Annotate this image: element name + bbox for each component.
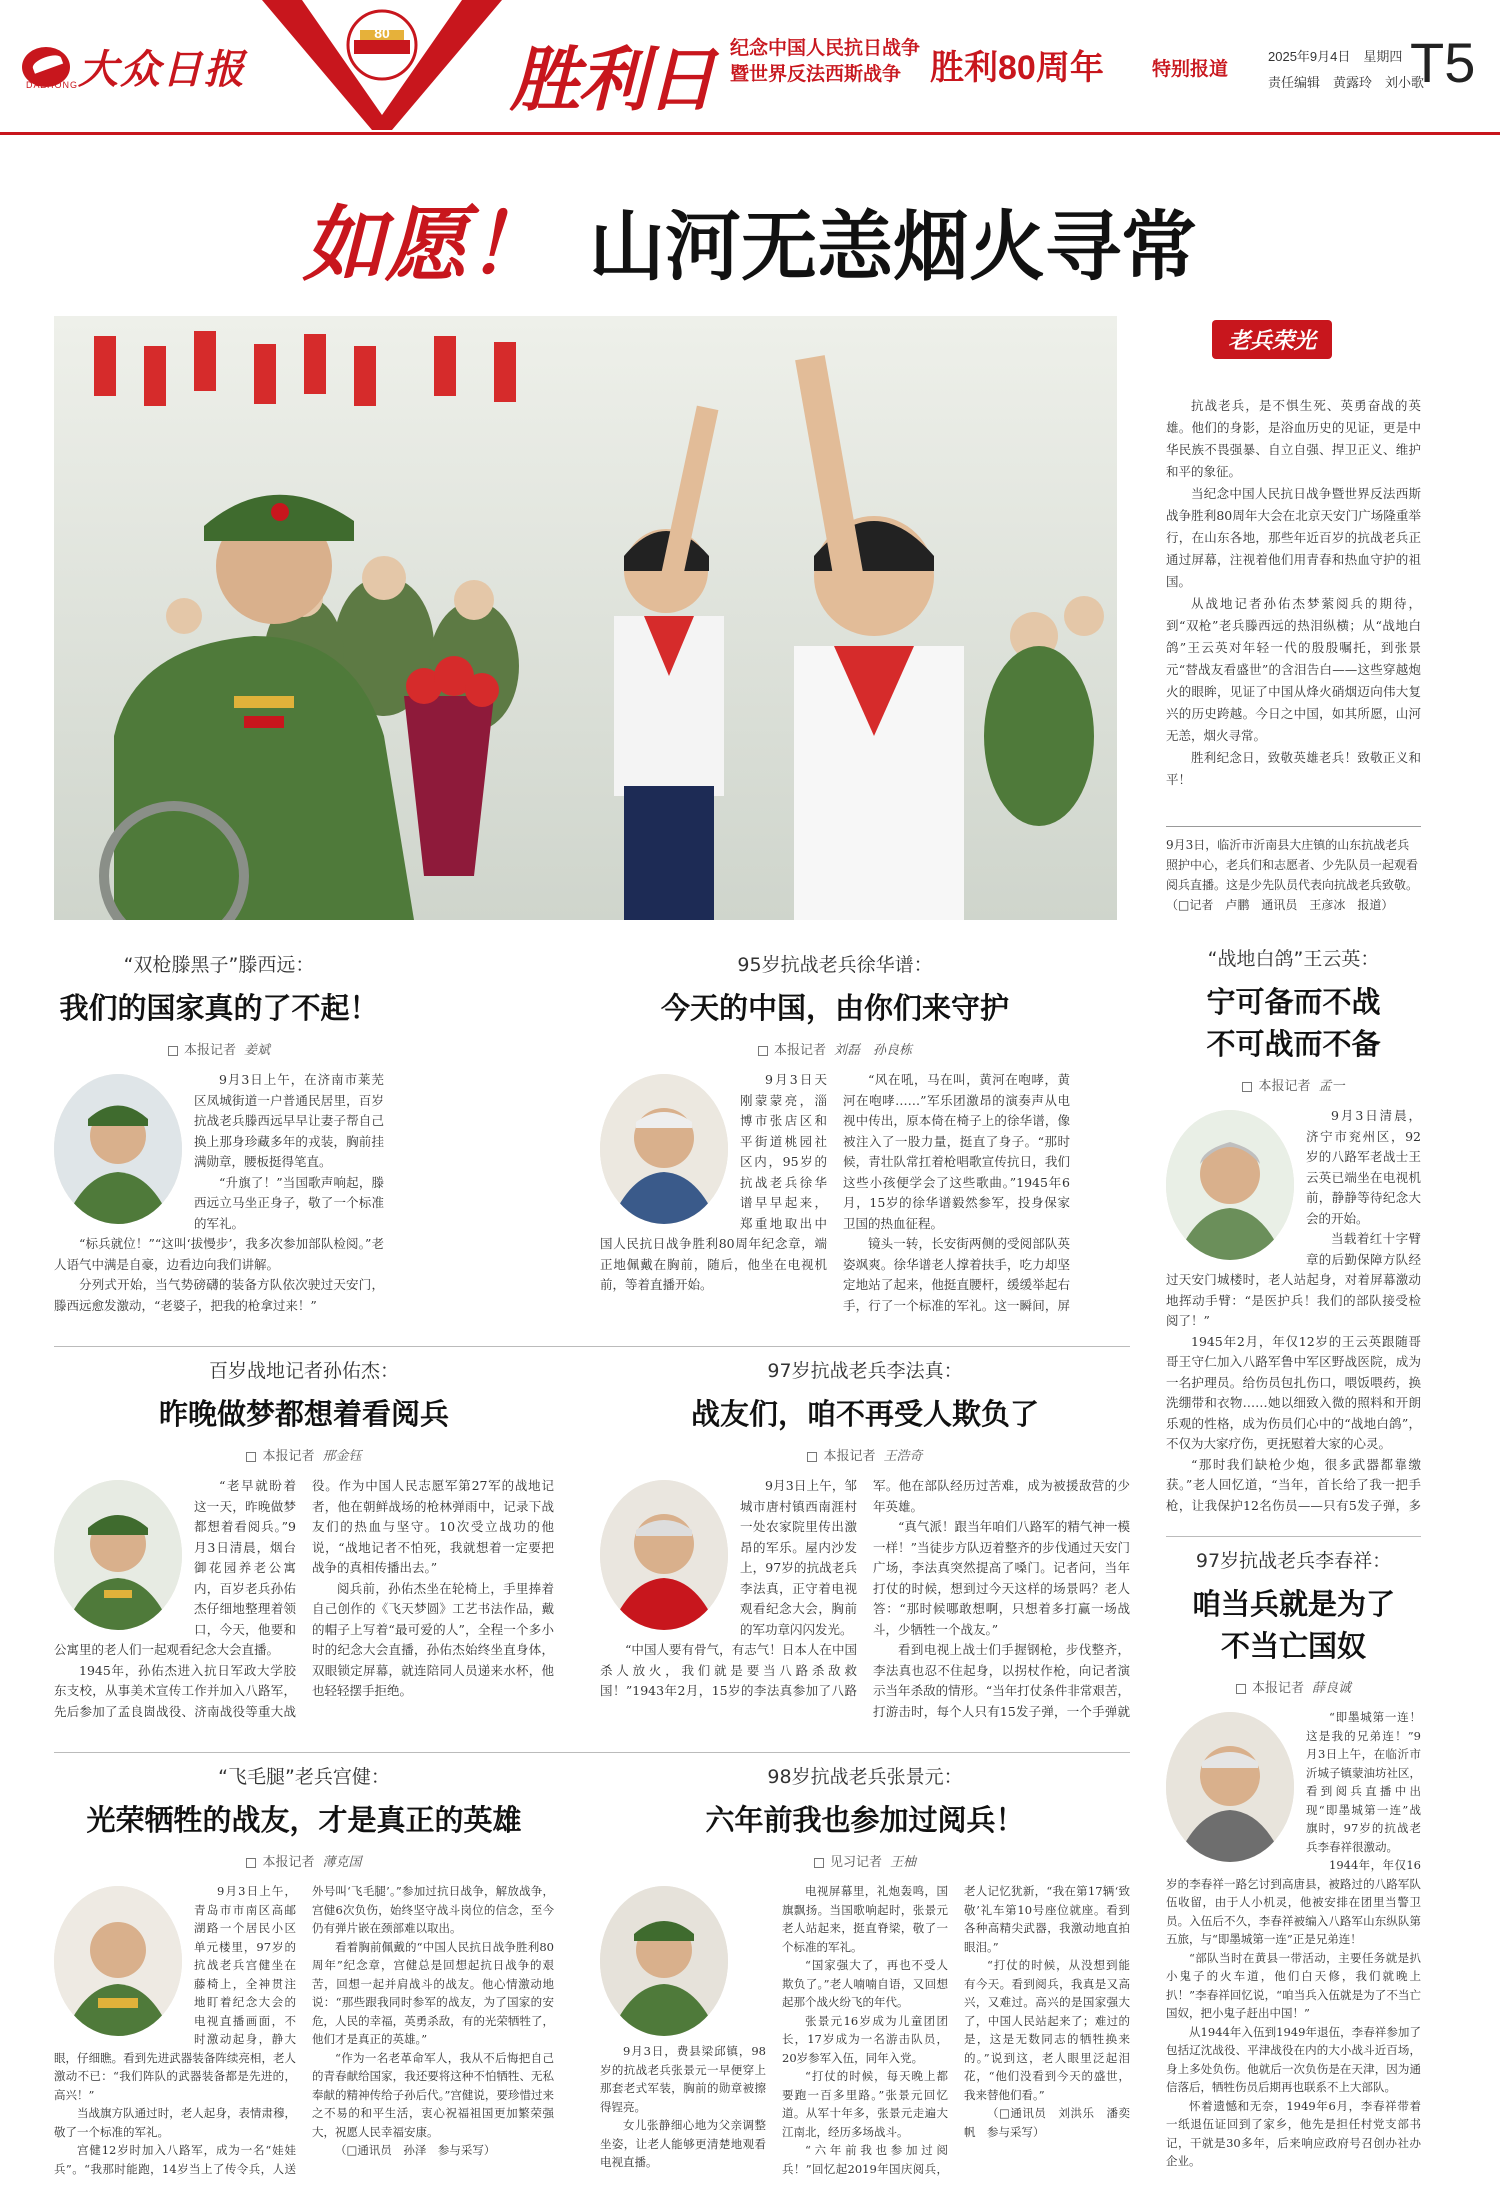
headline-red: 如愿！ bbox=[303, 197, 549, 293]
portrait-illustration bbox=[600, 1074, 728, 1224]
veteran-portrait[interactable] bbox=[600, 1074, 728, 1224]
veteran-portrait[interactable] bbox=[600, 1886, 728, 2036]
paragraph: 1945年，孙佑杰进入抗日军政大学胶东支校，从事美术宣传工作并加入八路军，先后参加了孟良崮战役、济南战役等重大战役。作为中国人民志愿军第27军的战地记者，他在朝鲜战场的枪林弹雨中，记录下战友们的热血与坚守。10次受立战功的他说，“战地记者不怕死，我就想着一定要把战争的真相传播出去。” bbox=[54, 1478, 554, 1719]
paragraph: “打仗的时候，从没想到能有今天。看到阅兵，我真是又高兴，又难过。高兴的是国家强大了，中国人民站起来了；难过的是，这是无数同志的牺牲换来的。”说到这，老人眼里泛起泪花，“他们没看到今天的盛世，我来替他们看。” bbox=[964, 1958, 1130, 2102]
paragraph: 电视屏幕里，礼炮轰鸣，国旗飘扬。当国歌响起时，张景元老人站起来，挺直脊梁，敬了一个标准的军礼。 bbox=[782, 1884, 948, 1954]
byline-label: 本报记者 bbox=[262, 1855, 315, 1870]
byline-label: 见习记者 bbox=[829, 1855, 882, 1870]
article-body bbox=[1166, 1106, 1421, 1526]
article-sun-youjie bbox=[54, 1356, 554, 1742]
paragraph: 张景元16岁成为儿童团团长，17岁成为一名游击队员，20岁参军入伍，同年入党。 bbox=[782, 2013, 948, 2065]
byline-box-icon bbox=[807, 1452, 817, 1462]
article-title: 光荣牺牲的战友，才是真正的英雄 bbox=[86, 1803, 522, 1837]
row-divider bbox=[1166, 1536, 1421, 1537]
article-li-chunxiang bbox=[1166, 1546, 1421, 2180]
sidebar-paragraph: 从战地记者孙佑杰梦萦阅兵的期待，到“双枪”老兵滕西远的热泪纵横；从“战地白鸽”王云英对年轻一代的殷殷嘱托，到张景元“替战友看盛世”的含泪告白——这些穿越炮火的眼眸，见证了中国从烽火硝烟迈向伟大复兴的历史跨越。今日之中国，如其所愿，山河无恙，烟火寻常。 bbox=[1166, 596, 1421, 743]
byline-label: 本报记者 bbox=[823, 1449, 876, 1464]
veteran-portrait[interactable] bbox=[600, 1480, 728, 1630]
paragraph: 看到电视上战士们手握钢枪，步伐整齐，李法真也忍不住起身，以拐杖作枪，向记者演示当年杀敌的情形。“当年打仗条件非常艰苦，打游击时，每个人只有15发子弹，一个手弹就 bbox=[873, 1642, 1130, 1719]
article-body bbox=[54, 1476, 554, 1742]
byline-name: 邢金钰 bbox=[322, 1449, 362, 1464]
article-byline bbox=[54, 1851, 554, 1870]
article-byline bbox=[54, 1445, 554, 1464]
byline-label: 本报记者 bbox=[1251, 1681, 1304, 1696]
portrait-illustration bbox=[600, 1480, 728, 1630]
byline-name: 姜斌 bbox=[244, 1043, 271, 1058]
byline-name: 王柚 bbox=[890, 1855, 917, 1870]
veteran-portrait[interactable] bbox=[54, 1886, 182, 2036]
veteran-portrait[interactable] bbox=[1166, 1712, 1294, 1862]
portrait-illustration bbox=[1166, 1712, 1294, 1862]
paragraph: “打仗的时候，每天晚上都要跑一百多里路。”张景元回忆道。从军十年多，张景元走遍大江南北，经历多场战斗。 bbox=[782, 2069, 948, 2139]
paragraph: 9月3日上午，在济南市莱芜区凤城街道一户普通民居里，百岁抗战老兵滕西远早早让妻子帮自己换上那身珍藏多年的戎装，胸前挂满勋章，腰板挺得笔直。 bbox=[194, 1072, 384, 1169]
paragraph: 分列式开始，当气势磅礴的装备方队依次驶过天安门，滕西远愈发激动，“老婆子，把我的枪拿过来！” bbox=[54, 1277, 384, 1313]
article-xu-huapu bbox=[600, 950, 1070, 1336]
paragraph: 阅兵前，孙佑杰坐在轮椅上，手里捧着自己创作的《飞天梦圆》工艺书法作品，戴的帽子上写着“最可爱的人”，全程一个多小时的纪念大会直播，孙佑杰始终坐直身体，双眼锁定屏幕，就连陪同人员递来水杯，他也轻轻摆手拒绝。 bbox=[312, 1580, 554, 1698]
byline-name: 薄克国 bbox=[322, 1855, 362, 1870]
article-body bbox=[600, 1476, 1130, 1742]
row-divider bbox=[54, 1346, 1130, 1347]
article-body bbox=[600, 1882, 1130, 2180]
special-report-label: 特别报道 bbox=[1152, 59, 1229, 80]
row-divider bbox=[54, 1752, 1130, 1753]
article-byline bbox=[600, 1039, 1070, 1058]
portrait-illustration bbox=[54, 1886, 182, 2036]
paragraph: 看着胸前佩戴的“中国人民抗日战争胜利80周年”纪念章，宫健总是回想起抗日战争的艰苦，回想一起并肩战斗的战友。他心情激动地说：“那些跟我同时参军的战友，为了国家的安危，人民的幸福，英勇杀敌，有的光荣牺牲了，他们才是真正的英雄。” bbox=[312, 1939, 554, 2046]
article-credit: （□通讯员 刘洪乐 潘奕帆 参与采写） bbox=[964, 2106, 1130, 2139]
veteran-portrait[interactable] bbox=[54, 1074, 182, 1224]
paragraph: 9月3日天刚蒙蒙亮，淄博市张店区和平街道桃园社区内，95岁的抗战老兵徐华谱早早起来，郑重地取出中国人民抗日战争胜利80周年纪念章，端正地佩戴在胸前，随后，他坐在电视机前，等着直播开始。 bbox=[600, 1072, 827, 1292]
byline-box-icon bbox=[246, 1452, 256, 1462]
paragraph: 女儿张静细心地为父亲调整坐姿，让老人能够更清楚地观看电视直播。 bbox=[600, 2118, 766, 2169]
veteran-portrait[interactable] bbox=[54, 1480, 182, 1630]
article-kicker: 98岁抗战老兵张景元： bbox=[767, 1766, 963, 1788]
photo-caption: 9月3日，临沂市沂南县大庄镇的山东抗战老兵照护中心，老兵们和志愿者、少先队员一起观看阅兵直播。这是少先队员代表向抗战老兵致敬。（□记者 卢鹏 通讯员 王彦冰 报道） bbox=[1166, 826, 1421, 915]
commemoration-text bbox=[730, 36, 920, 88]
article-kicker: “战地白鸽”王云英： bbox=[1207, 948, 1380, 970]
veteran-glory-sidebar bbox=[1166, 320, 1421, 791]
portrait-illustration bbox=[1166, 1110, 1294, 1260]
article-body bbox=[600, 1070, 1070, 1336]
victory-day-title: 胜利日 bbox=[510, 38, 714, 121]
article-gong-jian bbox=[54, 1762, 554, 2180]
paragraph: “六年前我也参加过阅兵！”回忆起2019年国庆阅兵，老人记忆犹新，“我在第17辆‘致敬’礼车第10号座位就座。看到各种高精尖武器，我激动地直拍眼泪。” bbox=[782, 1884, 1130, 2176]
anniversary-title: 胜利80周年 bbox=[930, 49, 1104, 87]
paragraph: 9月3日，费县梁邱镇，98岁的抗战老兵张景元一早便穿上那套老式军装，胸前的勋章被擦得锃亮。 bbox=[600, 2044, 766, 2114]
masthead bbox=[0, 0, 1500, 135]
victory-v-emblem-icon bbox=[262, 0, 502, 130]
veterans-salute-illustration bbox=[54, 316, 1117, 920]
article-byline bbox=[1166, 1677, 1421, 1696]
article-byline bbox=[600, 1851, 1130, 1870]
headline-black: 山河无恙烟火寻常 bbox=[589, 202, 1197, 291]
page-headline bbox=[0, 180, 1500, 297]
paragraph: “风在吼，马在叫，黄河在咆哮，黄河在咆哮……”军乐团激昂的演奏声从电视中传出，原本倚在椅子上的徐华谱，像被注入了一股力量，挺直了身子。“那时候，青壮队常扛着枪唱歌宣传抗日，我们这些小孩便学会了这些歌曲。”1945年6月，15岁的徐华谱毅然参军，投身保家卫国的热血征程。 bbox=[843, 1072, 1070, 1231]
byline-name: 孟一 bbox=[1318, 1079, 1345, 1094]
paragraph: 9月3日上午，青岛市市南区高邮湖路一个居民小区单元楼里，97岁的抗战老兵宫健坐在藤椅上，全神贯注地盯着纪念大会的电视直播画面，不时激动起身，静大眼，仔细瞧。看到先进武器装备阵续亮相，老人激动不已：“我们阵队的武器装备都是先进的，高兴！” bbox=[54, 1884, 296, 2102]
paragraph: 9月3日上午，邹城市唐村镇西南涯村一处农家院里传出激昂的军乐。屋内沙发上，97岁的抗战老兵李法真，正守着电视观看纪念大会，胸前的军功章闪闪发光。 bbox=[740, 1478, 857, 1637]
paragraph: 宫健12岁时加入八路军，成为一名“娃娃兵”。“我那时能跑，14岁当上了传令兵，人送外号叫‘飞毛腿’。”参加过抗日战争，解放战争，宫健6次负伤，始终坚守战斗岗位的信念，至今仍有弹片嵌在颈部难以取出。 bbox=[54, 1884, 554, 2176]
article-title: 战友们，咱不再受人欺负了 bbox=[690, 1397, 1039, 1431]
responsible-editors: 责任编辑 黄露玲 刘小歌 bbox=[1268, 75, 1425, 90]
byline-name: 薛良诚 bbox=[1312, 1681, 1352, 1696]
sidebar-paragraph: 抗战老兵，是不惧生死、英勇奋战的英雄。他们的身影，是浴血历史的见证，更是中华民族不畏强暴、自立自强、捍卫正义、维护和平的象征。 bbox=[1166, 398, 1421, 479]
paragraph: 1945年2月，年仅12岁的王云英跟随哥哥王守仁加入八路军鲁中军区野战医院，成为一名护理员。给伤员包扎伤口，喂饭喂药，换洗绷带和衣物……她以细致入微的照料和开朗乐观的性格，成为伤员们心中的“战地白鸽”，不仅为大家疗伤，更抚慰着大家的心灵。 bbox=[1166, 1333, 1421, 1451]
paragraph: 9月3日清晨，济宁市兖州区，92岁的八路军老战士王云英已端坐在电视机前，静静等待纪念大会的开始。 bbox=[1306, 1108, 1421, 1226]
article-zhang-jingyuan bbox=[600, 1762, 1130, 2180]
article-byline bbox=[1166, 1075, 1421, 1094]
byline-label: 本报记者 bbox=[773, 1043, 826, 1058]
article-body bbox=[54, 1070, 384, 1336]
article-byline bbox=[600, 1445, 1130, 1464]
byline-box-icon bbox=[1242, 1082, 1252, 1092]
portrait-illustration bbox=[600, 1886, 728, 2036]
paragraph: 当战旗方队通过时，老人起身，表情肃穆，敬了一个标准的军礼。 bbox=[54, 2106, 296, 2139]
paragraph: “中国人要有骨气，有志气！日本人在中国杀人放火，我们就是要当八路杀敌救国！”1943年2月，15岁的李法真参加了八路军。他在部队经历过苦难，成为被援敌营的少年英雄。 bbox=[600, 1478, 1130, 1698]
article-credit: （□通讯员 孙泽 参与采写） bbox=[335, 2143, 496, 2157]
article-kicker: “飞毛腿”老兵宫健： bbox=[218, 1766, 390, 1788]
byline-box-icon bbox=[246, 1858, 256, 1868]
article-body bbox=[1166, 1708, 1421, 2180]
veteran-portrait[interactable] bbox=[1166, 1110, 1294, 1260]
paragraph: “升旗了！”当国歌声响起，滕西远立马坐正身子，敬了一个标准的军礼。 bbox=[194, 1174, 384, 1231]
paragraph: “真气派！跟当年咱们八路军的精气神一模一样！”当徒步方队迈着整齐的步伐通过天安门广场，李法真突然提高了嗓门。记者问，当年打仗的时候，想到过今天这样的场景吗？老人答：“那时候哪敢想啊，只想着多打赢一场战斗，少牺牲一个战友。” bbox=[873, 1519, 1130, 1637]
article-li-fazhen bbox=[600, 1356, 1130, 1742]
paper-name: 大众日报 bbox=[78, 46, 246, 93]
article-byline bbox=[54, 1039, 384, 1058]
paragraph: 镜头一转，长安街两侧的受阅部队英姿飒爽。徐华谱老人撑着扶手，吃力却坚定地站了起来，他挺直腰杆，缓缓举起右手，行了一个标准的军礼。这一瞬间，屏 bbox=[843, 1236, 1070, 1313]
byline-box-icon bbox=[168, 1046, 178, 1056]
sidebar-paragraph: 当纪念中国人民抗日战争暨世界反法西斯战争胜利80周年大会在北京天安门广场隆重举行，在山东各地，那些年近百岁的抗战老兵正通过屏幕，注视着他们用青春和热血守护的祖国。 bbox=[1166, 486, 1421, 589]
paragraph: 当载着红十字臂章的后勤保障方队经过天安门城楼时，老人站起身，对着屏幕激动地挥动手臂：“是医护兵！我们的部队接受检阅了！” bbox=[1166, 1231, 1421, 1328]
byline-label: 本报记者 bbox=[1258, 1079, 1311, 1094]
paragraph: 1944年，年仅16岁的李春祥一路乞讨到高唐县，被路过的八路军队伍收留，由于人小机灵，他被安排在团里当警卫员。入伍后不久，李春祥被编入八路军山东纵队第五旅，与“即墨城第一连”正是兄弟连！ bbox=[1166, 1858, 1421, 1946]
emblem-number: 80 bbox=[374, 25, 390, 41]
paragraph: “即墨城第一连！这是我的兄弟连！”9月3日上午，在临沂市沂城子镇蒙油坊社区，看到阅兵直播中出现“即墨城第一连”战旗时，97岁的抗战老兵李春祥很激动。 bbox=[1306, 1710, 1421, 1854]
paragraph: “老早就盼着这一天，昨晚做梦都想着看阅兵。”9月3日清晨，烟台御花园养老公寓内，百岁老兵孙佑杰仔细地整理着领口，今天，他要和公寓里的老人们一起观看纪念大会直播。 bbox=[54, 1478, 296, 1657]
article-title: 今天的中国，由你们来守护 bbox=[660, 991, 1009, 1025]
paragraph: “那时我们缺枪少炮，很多武器都靠缴获。”老人回忆道，“当年，首长给了我一把手枪，让我保护12名伤员——只有5发子弹，多 bbox=[1166, 1456, 1421, 1513]
article-body bbox=[54, 1882, 554, 2180]
paragraph: “作为一名老革命军人，我从不后悔把自己的青春献给国家，我还要将这种不怕牺牲、无私奉献的精神传给子孙后代。”宫健说，要珍惜过来之不易的和平生活，衷心祝福祖国更加繁荣强大，祝愿人民幸福安康。 bbox=[312, 2050, 554, 2139]
byline-box-icon bbox=[758, 1046, 768, 1056]
byline-name: 王浩奇 bbox=[883, 1449, 923, 1464]
paragraph: “部队当时在黄县一带活动，主要任务就是扒小鬼子的火车道，他们白天修，我们就晚上扒！”李春祥回忆说，“咱当兵入伍就是为了不当亡国奴，把小鬼子赶出中国！” bbox=[1166, 1950, 1421, 2020]
article-kicker: “双枪滕黑子”滕西远： bbox=[123, 954, 315, 976]
byline-box-icon bbox=[814, 1858, 824, 1868]
portrait-illustration bbox=[54, 1074, 182, 1224]
issue-date: 2025年9月4日 星期四 bbox=[1268, 49, 1403, 64]
article-title: 我们的国家真的了不起！ bbox=[59, 991, 379, 1025]
article-teng-xiyuan bbox=[54, 950, 384, 1336]
article-kicker: 97岁抗战老兵李春祥： bbox=[1195, 1550, 1392, 1572]
article-kicker: 百岁战地记者孙佑杰： bbox=[208, 1360, 399, 1382]
article-title: 昨晚做梦都想着看阅兵 bbox=[158, 1397, 449, 1431]
article-title: 六年前我也参加过阅兵！ bbox=[705, 1803, 1025, 1837]
article-kicker: 97岁抗战老兵李法真： bbox=[767, 1360, 963, 1382]
dateline bbox=[1268, 44, 1424, 96]
byline-name: 刘磊 孙良栋 bbox=[834, 1043, 913, 1058]
article-wang-yunying bbox=[1166, 944, 1421, 1526]
page-code: T5 bbox=[1410, 31, 1476, 94]
paragraph: “标兵就位！”“这叫‘拔慢步’，我多次参加部队检阅。”老人语气中满是自豪，边看边向我们讲解。 bbox=[54, 1236, 384, 1272]
main-photo[interactable] bbox=[54, 316, 1117, 920]
byline-box-icon bbox=[1236, 1684, 1246, 1694]
sidebar-paragraph: 胜利纪念日，致敬英雄老兵！致敬正义和平！ bbox=[1166, 750, 1421, 787]
commemoration-line-1: 纪念中国人民抗日战争 bbox=[730, 38, 921, 59]
paragraph: “国家强大了，再也不受人欺负了。”老人喃喃自语，又回想起那个战火纷飞的年代。 bbox=[782, 1958, 948, 2009]
byline-label: 本报记者 bbox=[262, 1449, 315, 1464]
commemoration-line-2: 暨世界反法西斯战争 bbox=[730, 64, 902, 85]
paper-name-en: DAZHONG bbox=[26, 80, 78, 90]
byline-label: 本报记者 bbox=[183, 1043, 236, 1058]
portrait-illustration bbox=[54, 1480, 182, 1630]
paragraph: 怀着遗憾和无奈，1949年6月，李春祥带着一纸退伍证回到了家乡，他先是担任村党支部书记，干就是30多年，后来响应政府号召创办社办企业。 bbox=[1166, 2098, 1421, 2168]
sidebar-text bbox=[1166, 395, 1421, 791]
sidebar-tag: 老兵荣光 bbox=[1212, 320, 1332, 359]
article-title: 咱当兵就是为了 不当亡国奴 bbox=[1191, 1587, 1395, 1663]
paragraph: 从1944年入伍到1949年退伍，李春祥参加了包括辽沈战役、平津战役在内的大小战斗近百场，身上多处负伤。他就后一次负伤是在天津，因为通信落后，牺牲伤员后期再也联系不上大部队。 bbox=[1166, 2024, 1421, 2094]
article-title: 宁可备而不战 不可战而不备 bbox=[1206, 985, 1381, 1061]
article-kicker: 95岁抗战老兵徐华谱： bbox=[737, 954, 933, 976]
